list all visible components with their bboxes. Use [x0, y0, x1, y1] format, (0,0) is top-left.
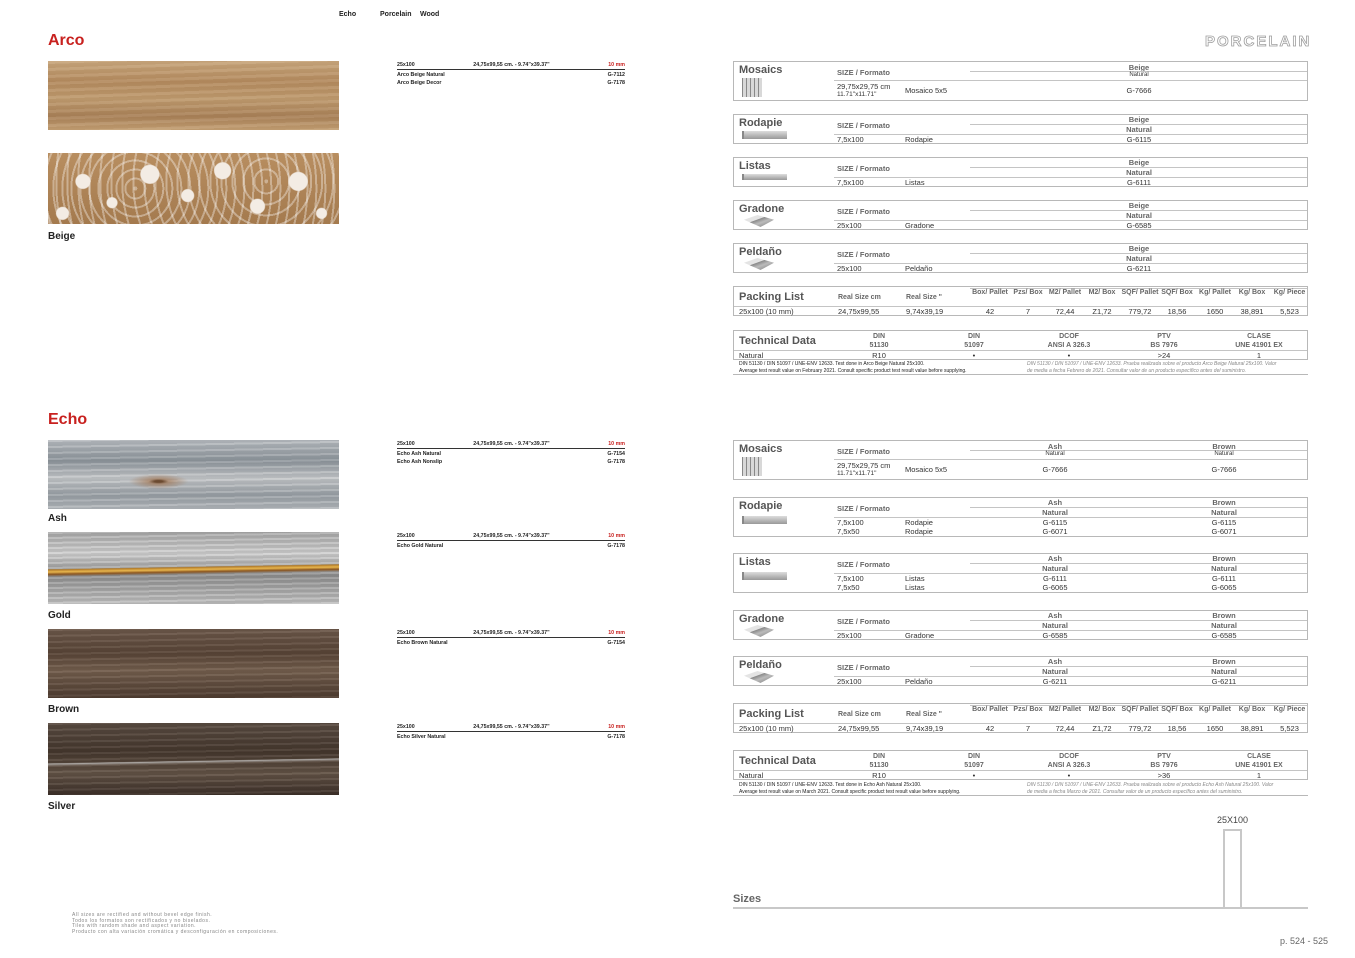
- finish-label: Natural: [1214, 451, 1234, 457]
- row-name: Rodapie: [905, 135, 933, 144]
- echo-ash-image: [48, 440, 339, 509]
- packing-value: 24,75x99,55: [838, 307, 880, 316]
- row-name: Listas: [905, 178, 925, 187]
- packing-col-header: Box/ Pallet: [972, 706, 1008, 713]
- packing-row-label: 25x100 (10 mm): [739, 724, 794, 733]
- row-code: G-6585: [1126, 221, 1152, 230]
- echo-note-es: DIN 51130 / DIN 51097 / UNE-ENV 12633. Prueba realizada sobre el producto Echo Ash Natural 25x100. Valor de media a fecha Marzo de 2021. Consultar valor de un producto específico antes del suministro.: [1027, 782, 1274, 795]
- packing-col-header: M2/ Box: [1088, 706, 1116, 713]
- mosaic-size: 29,75x29,75 cm: [837, 461, 891, 470]
- nav-porcelain[interactable]: Porcelain: [380, 11, 412, 18]
- color-header: Beige: [1128, 63, 1150, 72]
- technical-col-header: DIN 51097: [964, 753, 984, 769]
- rodapie-icon: [742, 131, 787, 139]
- mosaic-size-in: 11.71"x11.71": [837, 470, 877, 477]
- mosaic-icon: [742, 78, 762, 97]
- finish-label: Natural: [1042, 508, 1068, 517]
- packing-col-header: SQF/ Pallet: [1121, 289, 1159, 296]
- size-label: SIZE / Formato: [837, 447, 890, 456]
- table-title: Packing List: [739, 708, 804, 720]
- sizes-title: Sizes: [733, 893, 762, 905]
- echo-silver-image: [48, 723, 339, 795]
- packing-value: 1650: [1206, 307, 1224, 316]
- arco-title: Arco: [48, 32, 85, 49]
- color-header: Beige: [1128, 115, 1150, 124]
- color-header: Beige: [1128, 201, 1150, 210]
- packing-value: 779,72: [1128, 307, 1152, 316]
- arco-gradone-table: [733, 200, 1308, 230]
- arco-tile-label: Beige: [48, 231, 76, 242]
- echo-peldano-table: [733, 656, 1308, 686]
- brand-title: PORCELAIN: [1205, 33, 1312, 50]
- row-size: 7,5x100: [837, 135, 864, 144]
- mosaic-size-in: 11.71"x11.71": [837, 91, 877, 98]
- echo-brown-image: [48, 629, 339, 698]
- footer-note: All sizes are rectified and without bevel edge finish. Todos los formatos son rectificados y no biselados. Tiles with random shade and aspect variation. Producto con alta variación cromática y desconfiguración en composiciones.: [72, 912, 279, 935]
- echo-gold-image: [48, 532, 339, 604]
- technical-col-header: DCOF ANSI A 326.3: [1047, 753, 1091, 769]
- echo-packing-table: [733, 703, 1308, 733]
- table-title: Gradone: [739, 203, 785, 215]
- peldano-icon: [744, 258, 774, 270]
- technical-col-header: CLASE UNE 41901 EX: [1235, 333, 1283, 349]
- mosaic-name: Mosaico 5x5: [905, 86, 948, 95]
- rodapie-icon: [742, 516, 787, 524]
- arco-beige-decor-image: [48, 153, 339, 224]
- row-name: Rodapie: [905, 527, 933, 536]
- technical-row-label: Natural: [739, 351, 764, 360]
- color-header: Brown: [1212, 657, 1236, 666]
- row-code: G-6111: [1212, 574, 1236, 583]
- finish-label: Natural: [1042, 667, 1068, 676]
- packing-col-header: M2/ Pallet: [1048, 289, 1082, 296]
- technical-value: 1: [1256, 771, 1262, 780]
- row-code: G-6585: [1042, 631, 1068, 640]
- page-number: p. 524 - 525: [1280, 936, 1329, 946]
- size-label: SIZE / Formato: [837, 560, 890, 569]
- size-label: SIZE / Formato: [837, 504, 890, 513]
- table-title: Listas: [739, 556, 771, 568]
- arco-beige-natural-image: [48, 61, 339, 130]
- row-size: 7,5x50: [837, 583, 860, 592]
- spec-item: Echo Ash Nonslip G-7178: [397, 459, 625, 465]
- color-header: Ash: [1047, 498, 1063, 507]
- technical-value: •: [1067, 351, 1071, 360]
- row-code: G-6585: [1211, 631, 1237, 640]
- finish-label: Natural: [1045, 451, 1065, 457]
- packing-value: 24,75x99,55: [838, 724, 880, 733]
- packing-col-header: Kg/ Box: [1238, 289, 1266, 296]
- packing-value: 7: [1025, 724, 1031, 733]
- arco-peldano-table: [733, 243, 1308, 273]
- spec-item: Echo Silver Natural G-7178: [397, 734, 625, 740]
- echo-mosaics-table: [733, 440, 1308, 480]
- echo-gradone-table: [733, 610, 1308, 640]
- size-25x100-label: 25X100: [1217, 815, 1249, 825]
- packing-col-header: Pzs/ Box: [1013, 706, 1043, 713]
- color-header: Ash: [1047, 554, 1063, 563]
- packing-col-header: Real Size ": [906, 294, 943, 301]
- technical-value: R10: [872, 771, 886, 780]
- table-title: Technical Data: [739, 335, 816, 347]
- spec-dims: 24,75x99,55 cm. - 9.74"x39.37": [473, 62, 550, 68]
- row-code: G-6111: [1127, 178, 1151, 187]
- row-size: 7,5x100: [837, 518, 864, 527]
- size-label: SIZE / Formato: [837, 68, 890, 77]
- technical-value: >24: [1157, 351, 1171, 360]
- row-name: Gradone: [905, 221, 935, 230]
- size-label: SIZE / Formato: [837, 663, 890, 672]
- size-label: SIZE / Formato: [837, 121, 890, 130]
- finish-label: Natural: [1211, 621, 1237, 630]
- packing-col-header: SQF/ Box: [1161, 289, 1193, 296]
- table-title: Mosaics: [739, 443, 783, 455]
- arco-packing-table: [733, 286, 1308, 316]
- color-header: Brown: [1212, 442, 1236, 451]
- packing-col-header: M2/ Box: [1088, 289, 1116, 296]
- packing-col-header: Box/ Pallet: [972, 289, 1008, 296]
- finish-label: Natural: [1042, 564, 1068, 573]
- color-header: Ash: [1047, 611, 1063, 620]
- row-name: Rodapie: [905, 518, 933, 527]
- packing-value: Z1,72: [1092, 307, 1112, 316]
- packing-value: 1650: [1206, 724, 1224, 733]
- technical-col-header: DIN 51130: [869, 753, 889, 769]
- echo-ash-label: Ash: [48, 513, 67, 524]
- mosaic-code: G-7666: [1211, 465, 1237, 474]
- table-title: Mosaics: [739, 64, 783, 76]
- listas-icon: [742, 174, 787, 180]
- technical-value: >36: [1157, 771, 1171, 780]
- size-label: SIZE / Formato: [837, 164, 890, 173]
- arco-note-en: DIN 51130 / DIN 51097 / UNE-ENV 12633. Test done in Arco Beige Natural 25x100. Average test result value on February 2021. Consult specific product test result value before supplying.: [739, 361, 967, 374]
- spec-item: Arco Beige Decor G-7178: [397, 80, 625, 86]
- technical-col-header: DIN 51097: [964, 333, 984, 349]
- size-25x100-shape: [1223, 829, 1242, 909]
- arco-technical-table: [733, 330, 1308, 360]
- table-title: Technical Data: [739, 755, 816, 767]
- color-header: Ash: [1047, 657, 1063, 666]
- row-code: G-6211: [1211, 677, 1237, 686]
- nav-echo[interactable]: Echo: [339, 11, 357, 18]
- echo-spec-gold: 25x100 24,75x99,55 cm. - 9.74"x39.37" 10 mm Echo Gold Natural G-7178: [397, 533, 625, 549]
- packing-value: 42: [985, 307, 995, 316]
- arco-spec: [397, 62, 625, 87]
- gradone-icon: [744, 215, 774, 227]
- echo-brown-label: Brown: [48, 704, 80, 715]
- spec-item: Echo Ash Natural G-7154: [397, 451, 625, 457]
- table-title: Peldaño: [739, 246, 782, 258]
- table-title: Peldaño: [739, 659, 782, 671]
- gradone-icon: [744, 625, 774, 637]
- packing-col-header: Kg/ Pallet: [1199, 289, 1231, 296]
- echo-rodapie-table: [733, 497, 1308, 537]
- row-size: 25x100: [837, 631, 862, 640]
- mosaic-name: Mosaico 5x5: [905, 465, 948, 474]
- row-code: G-6065: [1042, 583, 1068, 592]
- listas-icon: [742, 572, 787, 580]
- echo-spec-ash: 25x100 24,75x99,55 cm. - 9.74"x39.37" 10 mm Echo Ash Natural G-7154 Echo Ash Nonslip G-7178: [397, 441, 625, 465]
- packing-col-header: Real Size ": [906, 711, 943, 718]
- row-code: G-6071: [1042, 527, 1068, 536]
- arco-listas-table: [733, 157, 1308, 187]
- size-label: SIZE / Formato: [837, 207, 890, 216]
- row-name: Peldaño: [905, 677, 933, 686]
- row-size: 25x100: [837, 677, 862, 686]
- technical-row-label: Natural: [739, 771, 764, 780]
- packing-value: 9,74x39,19: [906, 307, 944, 316]
- packing-value: 5,523: [1280, 724, 1299, 733]
- color-header: Brown: [1212, 498, 1236, 507]
- row-size: 7,5x100: [837, 178, 864, 187]
- color-header: Beige: [1128, 158, 1150, 167]
- technical-col-header: DIN 51130: [869, 333, 889, 349]
- row-size: 25x100: [837, 264, 862, 273]
- finish-label: Natural: [1211, 667, 1237, 676]
- echo-note-en: DIN 51130 / DIN 51097 / UNE-ENV 12633. Test done in Echo Ash Natural 25x100. Average test result value on March 2021. Consult specific product test result value before supplying.: [739, 782, 961, 795]
- row-code: G-6211: [1126, 264, 1152, 273]
- packing-col-header: SQF/ Box: [1161, 706, 1193, 713]
- packing-value: 72,44: [1055, 724, 1075, 733]
- packing-value: 18,56: [1167, 307, 1187, 316]
- technical-value: •: [972, 771, 976, 780]
- packing-value: 7: [1025, 307, 1031, 316]
- finish-label: Natural: [1042, 621, 1068, 630]
- table-title: Gradone: [739, 613, 785, 625]
- echo-title: Echo: [48, 411, 88, 428]
- row-code: G-6211: [1042, 677, 1068, 686]
- peldano-icon: [744, 671, 774, 683]
- technical-value: 1: [1256, 351, 1262, 360]
- mosaic-icon: [742, 457, 762, 476]
- echo-technical-table: [733, 750, 1308, 780]
- packing-col-header: Real Size cm: [838, 711, 881, 718]
- row-code: G-6065: [1211, 583, 1237, 592]
- color-header: Ash: [1047, 442, 1063, 451]
- row-size: 7,5x50: [837, 527, 860, 536]
- spec-size: 25x100: [397, 62, 415, 68]
- packing-value: 9,74x39,19: [906, 724, 944, 733]
- size-label: SIZE / Formato: [837, 617, 890, 626]
- row-name: Listas: [905, 583, 925, 592]
- mosaic-code: G-7666: [1126, 86, 1152, 95]
- color-header: Beige: [1128, 244, 1150, 253]
- row-code: G-6115: [1126, 135, 1152, 144]
- row-size: 25x100: [837, 221, 862, 230]
- arco-rodapie-table: [733, 114, 1308, 144]
- packing-value: 779,72: [1128, 724, 1152, 733]
- finish-label: Natural: [1126, 168, 1152, 177]
- spec-item: Arco Beige Natural G-7112: [397, 72, 625, 78]
- packing-col-header: Kg/ Pallet: [1199, 706, 1231, 713]
- packing-value: 42: [985, 724, 995, 733]
- row-name: Listas: [905, 574, 925, 583]
- packing-col-header: M2/ Pallet: [1048, 706, 1082, 713]
- echo-spec-silver: 25x100 24,75x99,55 cm. - 9.74"x39.37" 10 mm Echo Silver Natural G-7178: [397, 724, 625, 740]
- finish-label: Natural: [1126, 254, 1152, 263]
- finish-label: Natural: [1126, 125, 1152, 134]
- packing-col-header: Kg/ Piece: [1273, 289, 1306, 296]
- spec-item: Echo Brown Natural G-7154: [397, 640, 625, 646]
- packing-value: 38,891: [1240, 724, 1264, 733]
- packing-row-label: 25x100 (10 mm): [739, 307, 794, 316]
- arco-mosaics-table: [733, 61, 1308, 101]
- mosaic-code: G-7666: [1042, 465, 1068, 474]
- row-name: Gradone: [905, 631, 935, 640]
- row-size: 7,5x100: [837, 574, 864, 583]
- packing-col-header: Pzs/ Box: [1013, 289, 1043, 296]
- echo-listas-table: [733, 553, 1308, 593]
- table-title: Listas: [739, 160, 771, 172]
- row-code: G-6111: [1043, 574, 1067, 583]
- packing-value: Z1,72: [1092, 724, 1112, 733]
- spec-item: Echo Gold Natural G-7178: [397, 543, 625, 549]
- row-code: G-6115: [1211, 518, 1237, 527]
- table-title: Rodapie: [739, 117, 783, 129]
- finish-label: Natural: [1211, 508, 1237, 517]
- sizes-baseline: [733, 907, 1308, 909]
- row-code: G-6115: [1042, 518, 1068, 527]
- finish-label: Natural: [1126, 211, 1152, 220]
- row-name: Peldaño: [905, 264, 933, 273]
- technical-value: •: [1067, 771, 1071, 780]
- color-header: Brown: [1212, 554, 1236, 563]
- mosaic-size: 29,75x29,75 cm: [837, 82, 891, 91]
- packing-col-header: Real Size cm: [838, 294, 881, 301]
- packing-col-header: SQF/ Pallet: [1121, 706, 1159, 713]
- packing-col-header: Kg/ Box: [1238, 706, 1266, 713]
- finish-label: Natural: [1129, 72, 1149, 78]
- technical-col-header: DCOF ANSI A 326.3: [1047, 333, 1091, 349]
- packing-value: 5,523: [1280, 307, 1299, 316]
- packing-col-header: Kg/ Piece: [1273, 706, 1306, 713]
- technical-value: R10: [872, 351, 886, 360]
- arco-note-es: DIN 51130 / DIN 51097 / UNE-ENV 12633. Prueba realizada sobre el producto Arco Beige Natural 25x100. Valor de media a fecha Febrero de 2021. Consultar valor de un producto específico antes del suministro.: [1027, 361, 1277, 374]
- nav-wood[interactable]: Wood: [420, 11, 440, 18]
- table-title: Packing List: [739, 291, 804, 303]
- echo-spec-brown: 25x100 24,75x99,55 cm. - 9.74"x39.37" 10 mm Echo Brown Natural G-7154: [397, 630, 625, 646]
- technical-col-header: PTV BS 7976: [1150, 333, 1178, 349]
- table-title: Rodapie: [739, 500, 783, 512]
- spec-thickness: 10 mm: [608, 62, 625, 68]
- size-label: SIZE / Formato: [837, 250, 890, 259]
- finish-label: Natural: [1211, 564, 1237, 573]
- echo-gold-label: Gold: [48, 610, 71, 621]
- row-code: G-6071: [1211, 527, 1237, 536]
- echo-silver-label: Silver: [48, 801, 76, 812]
- packing-value: 18,56: [1167, 724, 1187, 733]
- technical-value: •: [972, 351, 976, 360]
- technical-col-header: PTV BS 7976: [1150, 753, 1178, 769]
- packing-value: 72,44: [1055, 307, 1075, 316]
- color-header: Brown: [1212, 611, 1236, 620]
- technical-col-header: CLASE UNE 41901 EX: [1235, 753, 1283, 769]
- packing-value: 38,891: [1240, 307, 1264, 316]
